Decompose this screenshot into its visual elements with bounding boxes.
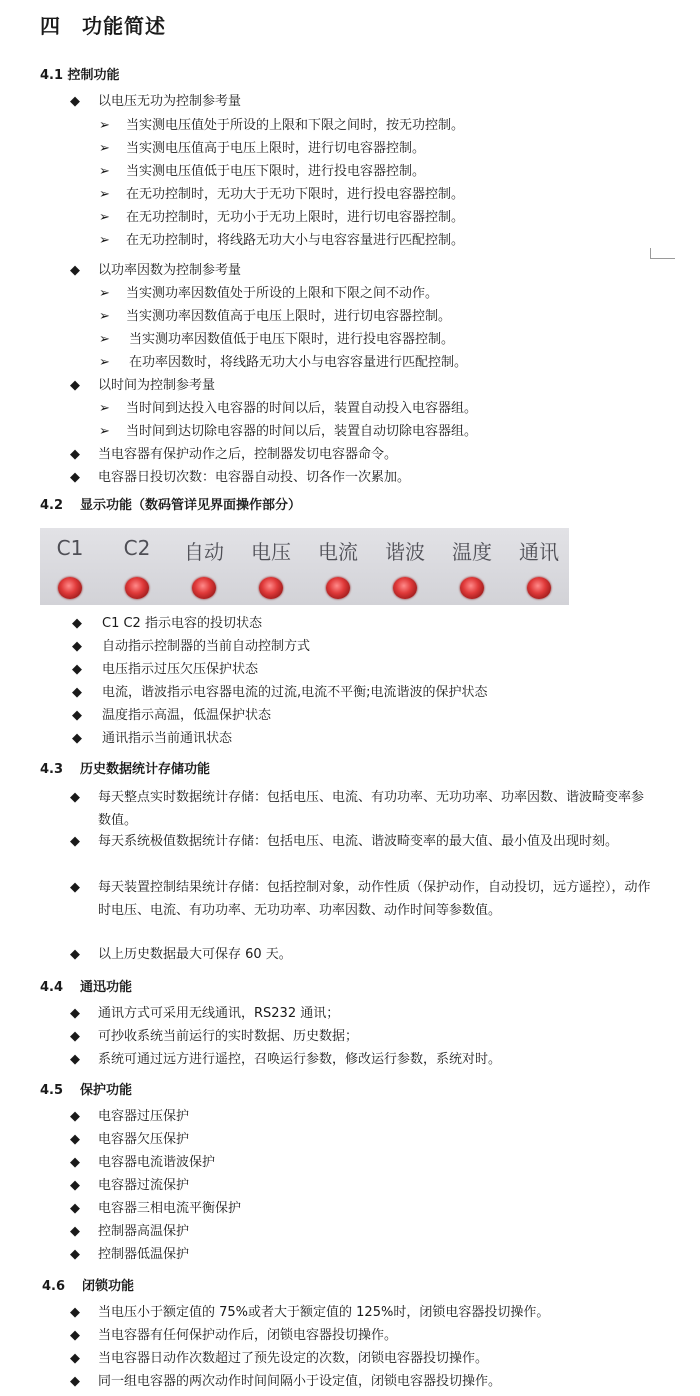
arrow-bullet-icon: ➢ bbox=[99, 118, 110, 133]
led-indicator-icon bbox=[393, 577, 417, 599]
diamond-bullet-icon: ◆ bbox=[70, 1029, 80, 1044]
panel-label-voltage: 电压 bbox=[251, 540, 291, 564]
section-4-4-heading: 4.4 通迅功能 bbox=[40, 980, 133, 995]
diamond-bullet-icon: ◆ bbox=[70, 1305, 80, 1320]
diamond-bullet-icon: ◆ bbox=[70, 94, 80, 109]
diamond-bullet-icon: ◆ bbox=[70, 1201, 80, 1216]
diamond-bullet-icon: ◆ bbox=[72, 708, 82, 723]
panel-label-c1: C1 bbox=[56, 536, 84, 560]
diamond-bullet-icon: ◆ bbox=[72, 616, 82, 631]
panel-label-comm: 通讯 bbox=[519, 540, 559, 564]
led-indicator-icon bbox=[58, 577, 82, 599]
indicator-panel-photo bbox=[40, 528, 569, 605]
panel-label-auto: 自动 bbox=[184, 540, 224, 564]
diamond-bullet-icon: ◆ bbox=[70, 1052, 80, 1067]
diamond-bullet-icon: ◆ bbox=[70, 470, 80, 485]
arrow-bullet-icon: ➢ bbox=[99, 187, 110, 202]
page-title: 四 功能简述 bbox=[40, 14, 166, 38]
diamond-bullet-icon: ◆ bbox=[72, 639, 82, 654]
arrow-bullet-icon: ➢ bbox=[99, 424, 110, 439]
arrow-bullet-icon: ➢ bbox=[99, 210, 110, 225]
page-corner-mark bbox=[650, 248, 675, 259]
panel-label-harmonic: 谐波 bbox=[385, 540, 425, 564]
led-indicator-icon bbox=[192, 577, 216, 599]
section-4-6-heading: 4.6 闭锁功能 bbox=[42, 1279, 135, 1294]
arrow-bullet-icon: ➢ bbox=[99, 164, 110, 179]
led-indicator-icon bbox=[326, 577, 350, 599]
diamond-bullet-icon: ◆ bbox=[70, 1224, 80, 1239]
diamond-bullet-icon: ◆ bbox=[70, 1178, 80, 1193]
section-4-5-heading: 4.5 保护功能 bbox=[40, 1083, 133, 1098]
arrow-bullet-icon: ➢ bbox=[99, 141, 110, 156]
panel-label-temp: 温度 bbox=[452, 540, 492, 564]
led-indicator-icon bbox=[527, 577, 551, 599]
arrow-bullet-icon: ➢ bbox=[99, 286, 110, 301]
diamond-bullet-icon: ◆ bbox=[70, 947, 80, 962]
diamond-bullet-icon: ◆ bbox=[70, 1328, 80, 1343]
diamond-bullet-icon: ◆ bbox=[72, 662, 82, 677]
led-indicator-icon bbox=[460, 577, 484, 599]
diamond-bullet-icon: ◆ bbox=[70, 880, 80, 895]
diamond-bullet-icon: ◆ bbox=[70, 1247, 80, 1262]
section-4-2-heading: 4.2 显示功能（数码管详见界面操作部分） bbox=[40, 498, 302, 513]
led-indicator-icon bbox=[125, 577, 149, 599]
section-4-1-heading: 4.1 控制功能 bbox=[40, 68, 120, 83]
diamond-bullet-icon: ◆ bbox=[72, 685, 82, 700]
diamond-bullet-icon: ◆ bbox=[70, 1155, 80, 1170]
diamond-bullet-icon: ◆ bbox=[70, 834, 80, 849]
diamond-bullet-icon: ◆ bbox=[72, 731, 82, 746]
diamond-bullet-icon: ◆ bbox=[70, 1374, 80, 1389]
diamond-bullet-icon: ◆ bbox=[70, 1109, 80, 1124]
diamond-bullet-icon: ◆ bbox=[70, 1351, 80, 1366]
arrow-bullet-icon: ➢ bbox=[99, 309, 110, 324]
section-4-3-heading: 4.3 历史数据统计存储功能 bbox=[40, 762, 211, 777]
diamond-bullet-icon: ◆ bbox=[70, 447, 80, 462]
arrow-bullet-icon: ➢ bbox=[99, 233, 110, 248]
arrow-bullet-icon: ➢ bbox=[99, 401, 110, 416]
diamond-bullet-icon: ◆ bbox=[70, 263, 80, 278]
led-indicator-icon bbox=[259, 577, 283, 599]
panel-label-current: 电流 bbox=[318, 540, 358, 564]
panel-label-c2: C2 bbox=[123, 536, 151, 560]
diamond-bullet-icon: ◆ bbox=[70, 1132, 80, 1147]
diamond-bullet-icon: ◆ bbox=[70, 790, 80, 805]
diamond-bullet-icon: ◆ bbox=[70, 378, 80, 393]
arrow-bullet-icon: ➢ bbox=[99, 332, 110, 347]
diamond-bullet-icon: ◆ bbox=[70, 1006, 80, 1021]
arrow-bullet-icon: ➢ bbox=[99, 355, 110, 370]
